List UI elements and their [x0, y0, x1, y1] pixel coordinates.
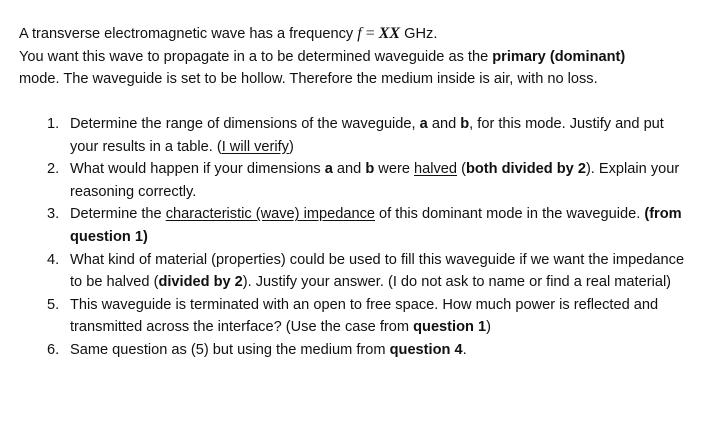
question-text: ). Explain your reasoning correctly. [70, 161, 680, 200]
intro-line-frequency [19, 23, 689, 46]
question-number: 3. [47, 206, 60, 223]
question-text: ) [288, 138, 294, 155]
question-underline: characteristic (wave) impedance [165, 206, 375, 223]
question-bold: both divided by 2 [465, 161, 586, 178]
question-2 [19, 158, 689, 203]
question-text: of this dominant mode in the waveguide. [374, 206, 645, 223]
intro-bold-mode: primary (dominant) [492, 48, 626, 65]
question-number: 5. [47, 296, 60, 313]
frequency-variable: f [357, 25, 362, 42]
question-bold: b [365, 161, 375, 178]
intro-text: mode. The waveguide is set to be hollow. Therefore the medium inside is air, with no loss. [19, 71, 598, 88]
question-text: were [374, 161, 414, 178]
intro-text: You want this wave to propagate in a to be determined waveguide as the [19, 48, 493, 65]
equals-sign: = [361, 25, 379, 42]
question-list [19, 113, 689, 362]
question-text: Determine the [70, 206, 166, 223]
intro-paragraph [19, 23, 689, 91]
question-text: Same question as (5) but using the medium from [70, 341, 390, 358]
question-bold: question 4 [389, 341, 463, 358]
question-text: ). Justify your answer. (I do not ask to name or find a real material) [242, 274, 672, 291]
question-text: , for this mode. Justify and put your results in a table. ( [70, 116, 664, 155]
question-bold: divided by 2 [158, 274, 243, 291]
question-text: and [332, 161, 366, 178]
question-4 [19, 249, 689, 294]
question-number: 2. [47, 161, 60, 178]
intro-line-mode [19, 46, 689, 91]
question-text: This waveguide is terminated with an open to free space. How much power is reflected and transmitted across the interface? (Use the case from [70, 296, 659, 336]
question-text: and [427, 116, 461, 132]
question-bold: (from question 1) [70, 206, 682, 245]
question-number: 6. [47, 341, 60, 358]
question-bold: a [324, 161, 333, 178]
question-text: Determine the range of dimensions of the waveguide, [70, 116, 420, 132]
question-text: . [462, 341, 467, 358]
question-text: ( [457, 161, 466, 178]
question-number: 1. [47, 116, 60, 132]
question-number: 4. [47, 251, 60, 268]
question-text: What would happen if your dimensions [70, 161, 325, 178]
question-bold: a [419, 116, 428, 132]
frequency-unit: GHz. [400, 26, 438, 42]
question-underline: halved [414, 161, 458, 178]
question-underline: I will verify [221, 138, 289, 155]
question-6 [19, 339, 689, 362]
question-text: ) [486, 319, 491, 336]
question-5 [19, 294, 689, 339]
question-3 [19, 203, 689, 248]
frequency-placeholder: XX [378, 25, 401, 42]
question-text: What kind of material (properties) could be used to fill this waveguide if we want the impedance to be halved ( [70, 251, 685, 291]
intro-text: A transverse electromagnetic wave has a frequency [19, 26, 358, 42]
question-bold: b [460, 116, 470, 132]
question-1 [19, 113, 689, 158]
question-bold: question 1 [413, 319, 487, 336]
